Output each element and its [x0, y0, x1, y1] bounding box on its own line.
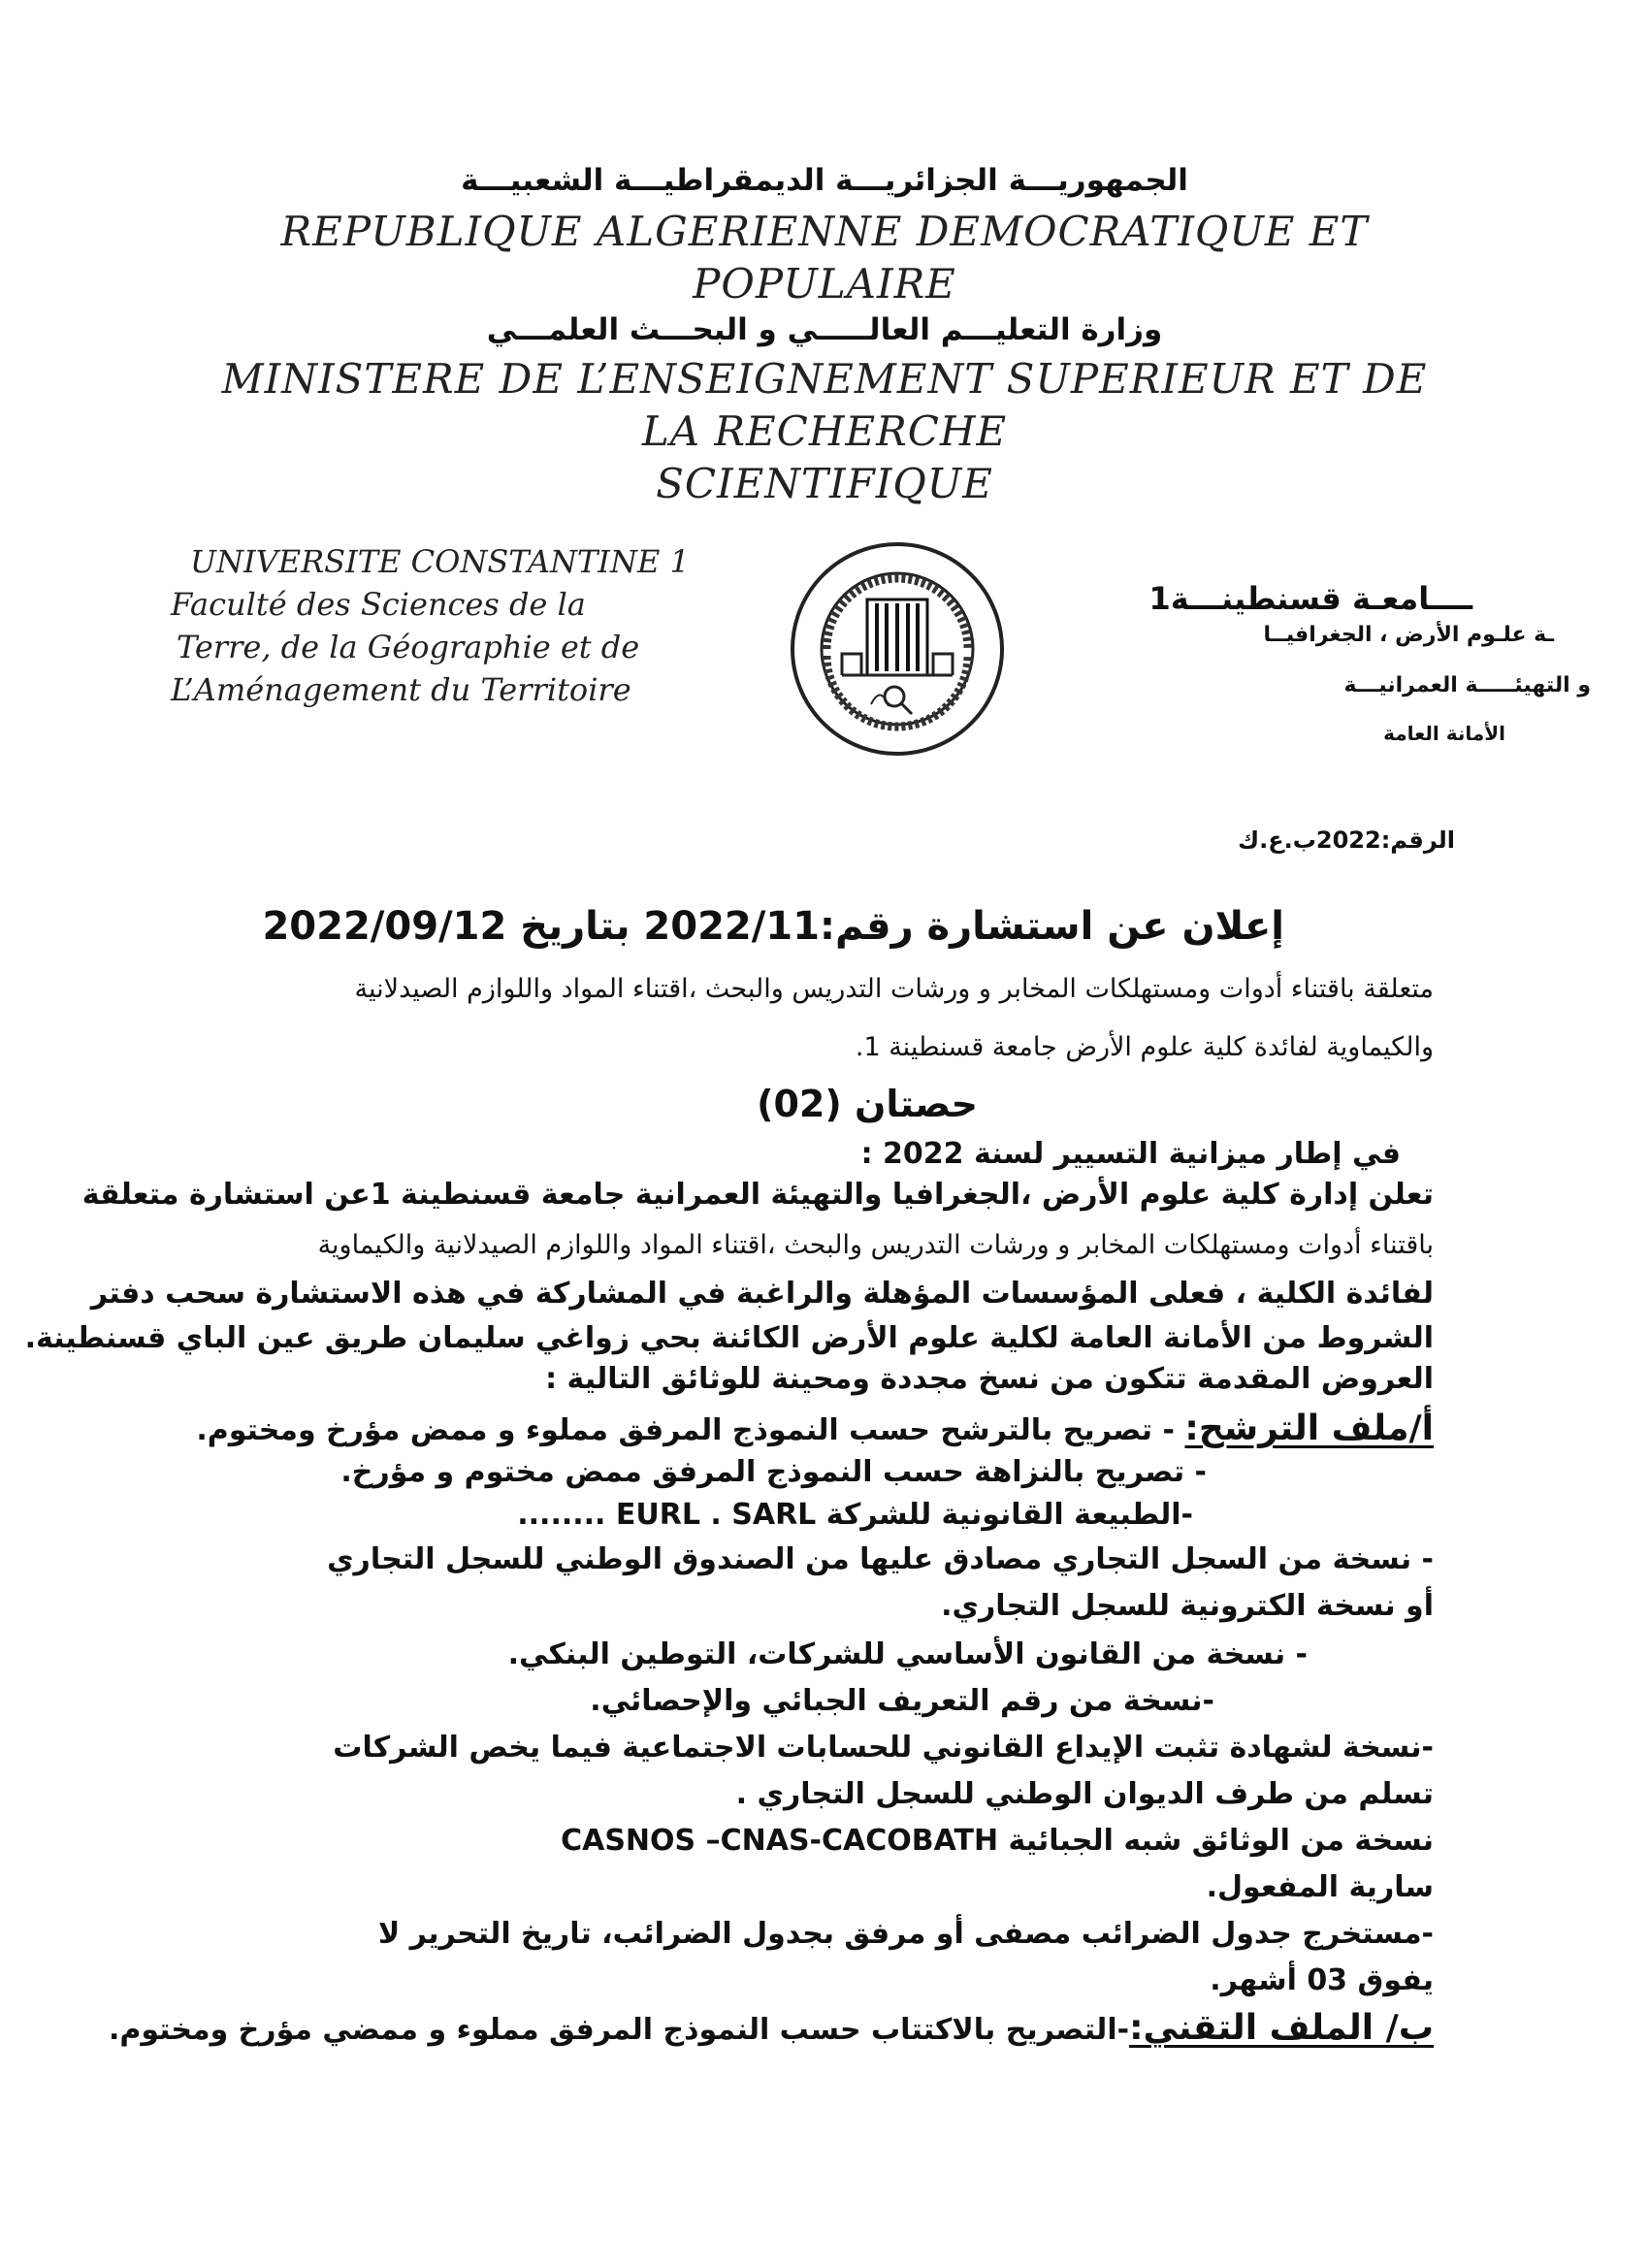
candidacy-item8-line1: نسخة من الوثائق شبه الجبائية CASNOS –CNAS-CACOBATH [561, 1824, 1434, 1858]
candidacy-item5: - نسخة من القانون الأساسي للشركات، التوطين البنكي. [507, 1637, 1308, 1671]
ministry-fr-line1: MINISTERE DE L’ENSEIGNEMENT SUPERIEUR ET DE [221, 355, 1428, 403]
body-paragraph-line2: باقتناء أدوات ومستهلكات المخابر و ورشات التدريس والبحث ،اقتناء المواد واللوازم الصيدلانية والكيماوية [317, 1230, 1434, 1260]
ministry-fr-line2: LA RECHERCHE [641, 407, 1008, 455]
ministry-ar: وزارة التعليـــم العالـــــي و البحـــث العلمـــي [486, 312, 1163, 347]
candidacy-item3: -الطبيعة القانونية للشركة EURL . SARL ........ [517, 1498, 1193, 1532]
candidacy-item6: -نسخة من رقم التعريف الجبائي والإحصائي. [590, 1684, 1214, 1718]
university-ar-line3: و التهيئـــــة العمرانيـــة [1343, 673, 1591, 697]
candidacy-item1-line [196, 1409, 1434, 1448]
technical-heading: ب/ الملف التقني: [1129, 2008, 1434, 2048]
candidacy-heading: أ/ملف الترشح: [1184, 1409, 1434, 1448]
candidacy-item8-line2: سارية المفعول. [1206, 1870, 1434, 1904]
announcement-title: إعلان عن استشارة رقم:2022/11 بتاريخ 2022/09/12 [262, 904, 1284, 949]
candidacy-item9-line1: -مستخرج جدول الضرائب مصفى أو مرفق بجدول الضرائب، تاريخ التحرير لا [377, 1917, 1434, 1951]
university-fr-line4: L’Aménagement du Territoire [171, 671, 631, 708]
body-paragraph-line3: لفائدة الكلية ، فعلى المؤسسات المؤهلة والراغبة في المشاركة في هذه الاستشارة سحب دفتر [90, 1277, 1434, 1311]
university-fr-line2: Faculté des Sciences de la [171, 586, 586, 623]
candidacy-item9-line2: يفوق 03 أشهر. [1210, 1963, 1434, 1997]
candidacy-item7-line1: -نسخة لشهادة تثبت الإيداع القانوني للحسابات الاجتماعية فيما يخص الشركات [333, 1731, 1434, 1765]
reference-label: الرقم: [1380, 826, 1455, 854]
university-ar-line2: ـة علـوم الأرض ، الجغرافيــا [1263, 623, 1554, 647]
body-paragraph-line5: العروض المقدمة تتكون من نسخ مجددة ومحينة للوثائق التالية : [545, 1362, 1434, 1396]
university-ar-line1: ــــامعـة قسنطينـــة1 [1148, 580, 1472, 617]
university-fr-line3: Terre, de la Géographie et de [177, 629, 640, 665]
university-fr-line1: UNIVERSITE CONSTANTINE 1 [190, 543, 690, 580]
republic-fr-line2: POPULAIRE [693, 260, 956, 308]
candidacy-item2: - تصريح بالنزاهة حسب النموذج المرفق ممض مختوم و مؤرخ. [340, 1455, 1207, 1489]
announcement-subject-line1: متعلقة باقتناء أدوات ومستهلكات المخابر و ورشات التدريس والبحث ،اقتناء المواد واللوازم الصيدلانية [354, 974, 1434, 1004]
republic-fr-line1: REPUBLIQUE ALGERIENNE DEMOCRATIQUE ET [280, 208, 1369, 255]
technical-item1: -التصريح بالاكتتاب حسب النموذج المرفق مملوء و ممضي مؤرخ ومختوم. [108, 2013, 1130, 2047]
candidacy-item1: - تصريح بالترشح حسب النموذج المرفق مملوء و ممض مؤرخ ومختوم. [196, 1413, 1175, 1447]
body-intro: في إطار ميزانية التسيير لسنة 2022 : [860, 1137, 1401, 1171]
body-paragraph-line4: الشروط من الأمانة العامة لكلية علوم الأرض الكائنة بحي زواغي سليمان طريق عين الباي قسنطينة. [24, 1321, 1434, 1355]
body-paragraph-line1: تعلن إدارة كلية علوم الأرض ،الجغرافيا والتهيئة العمرانية جامعة قسنطينة 1عن استشارة متعلقة [81, 1178, 1434, 1212]
lots-count: حصتان (02) [757, 1083, 978, 1125]
candidacy-item4-line1: - نسخة من السجل التجاري مصادق عليها من الصندوق الوطني للسجل التجاري [327, 1542, 1434, 1576]
candidacy-item7-line2: تسلم من طرف الديوان الوطني للسجل التجاري . [735, 1777, 1434, 1811]
republic-ar: الجمهوريـــة الجزائريـــة الديمقراطيـــة الشعبيـــة [461, 163, 1188, 198]
ministry-fr-line3: SCIENTIFIQUE [656, 460, 993, 507]
technical-item1-line [109, 2008, 1434, 2048]
university-ar-line4: الأمانة العامة [1383, 722, 1505, 745]
reference-number [1238, 826, 1455, 854]
announcement-subject-line2: والكيماوية لفائدة كلية علوم الأرض جامعة قسنطينة 1. [855, 1032, 1434, 1062]
reference-value: 2022ب.ع.ك [1238, 826, 1381, 854]
university-seal-icon [788, 539, 1007, 759]
candidacy-item4-line2: أو نسخة الكترونية للسجل التجاري. [941, 1589, 1434, 1623]
